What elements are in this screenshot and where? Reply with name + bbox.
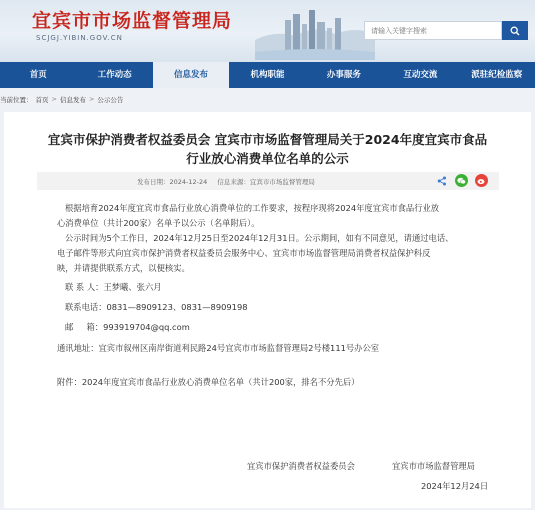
wechat-share-button[interactable] [455, 174, 468, 187]
contact-phone: 联系电话：0831—8909123、0831—8909198 [65, 302, 248, 312]
breadcrumb-home[interactable]: 首页 [35, 95, 49, 104]
paragraph-line: 心消费单位（共计200家）名单予以公示（名单附后）。 [57, 218, 260, 228]
signature-date: 2024年12月24日 [421, 481, 489, 491]
contact-email [65, 321, 190, 333]
site-title[interactable]: 宜宾市市场监督管理局 [32, 10, 233, 32]
nav-services[interactable]: 办事服务 [326, 70, 361, 80]
contact-address: 通讯地址：宜宾市叙州区南岸街道利民路24号宜宾市市场监督管理局2号楼111号办公室 [57, 343, 380, 353]
article-title [4, 130, 531, 168]
article-panel [4, 112, 531, 508]
main-nav [0, 62, 535, 88]
breadcrumb-notices[interactable]: 公示公告 [97, 95, 124, 104]
signature-org2: 宜宾市市场监督管理局 [392, 461, 475, 471]
search-input[interactable] [364, 21, 502, 40]
paragraph-line: 公示时间为5个工作日，2024年12月25日至2024年12月31日。公示期间，如有不同意见，请通过电话、 [65, 233, 454, 243]
article-meta-text [137, 177, 315, 186]
weibo-share-button[interactable] [475, 174, 488, 187]
nav-interaction[interactable]: 互动交流 [403, 70, 438, 80]
contact-person: 联 系 人：王梦曦、张六月 [65, 282, 162, 292]
breadcrumb-info-release[interactable]: 信息发布 [59, 95, 86, 104]
nav-info-release[interactable]: 信息发布 [153, 62, 229, 88]
article-title-line1: 宜宾市保护消费者权益委员会 宜宾市市场监督管理局关于2024年度宜宾市食品 [47, 132, 488, 147]
nav-work-news[interactable]: 工作动态 [97, 70, 132, 80]
source: 宜宾市市场监督管理局 [249, 178, 315, 186]
nav-home[interactable]: 首页 [29, 70, 47, 80]
nav-org-functions[interactable]: 机构职能 [250, 70, 285, 80]
share-icon [437, 176, 447, 186]
site-domain: SCJGJ.YIBIN.GOV.CN [36, 34, 123, 42]
source-label: 信息来源： [217, 178, 250, 186]
paragraph-line: 电子邮件等形式向宜宾市保护消费者权益委员会服务中心、宜宾市市场监督管理局消费者权益保护科反 [57, 248, 431, 258]
breadcrumb-separator: > [51, 95, 57, 103]
paragraph-line: 根据培育2024年度宜宾市食品行业放心消费单位的工作要求，按程序现将2024年度宜宾市食品行业放 [65, 203, 440, 213]
paragraph-line: 映，并请提供联系方式，以便核实。 [57, 263, 190, 273]
breadcrumb-prefix: 当前位置： [0, 95, 33, 104]
email-value[interactable]: 993919704@qq.com [103, 322, 190, 332]
search-button[interactable] [502, 21, 528, 40]
search-icon [510, 26, 520, 36]
breadcrumb [0, 93, 126, 105]
signature-org1: 宜宾市保护消费者权益委员会 [247, 461, 355, 471]
article-title-line2: 行业放心消费单位名单的公示 [186, 151, 349, 166]
email-label: 邮 箱： [65, 322, 104, 332]
weibo-icon [477, 177, 486, 185]
site-header [0, 0, 535, 62]
article-meta-bar [37, 172, 499, 190]
city-skyline-banner [255, 4, 375, 60]
breadcrumb-separator: > [88, 95, 95, 103]
wechat-icon [457, 177, 466, 185]
attachment-link[interactable]: 附件：2024年度宜宾市食品行业放心消费单位名单（共计200家，排名不分先后） [57, 377, 360, 387]
publish-date-label: 发布日期： [137, 178, 170, 186]
share-button[interactable] [435, 174, 448, 187]
publish-date: 2024-12-24 [169, 178, 208, 186]
nav-discipline[interactable]: 派驻纪检监察 [471, 70, 523, 80]
